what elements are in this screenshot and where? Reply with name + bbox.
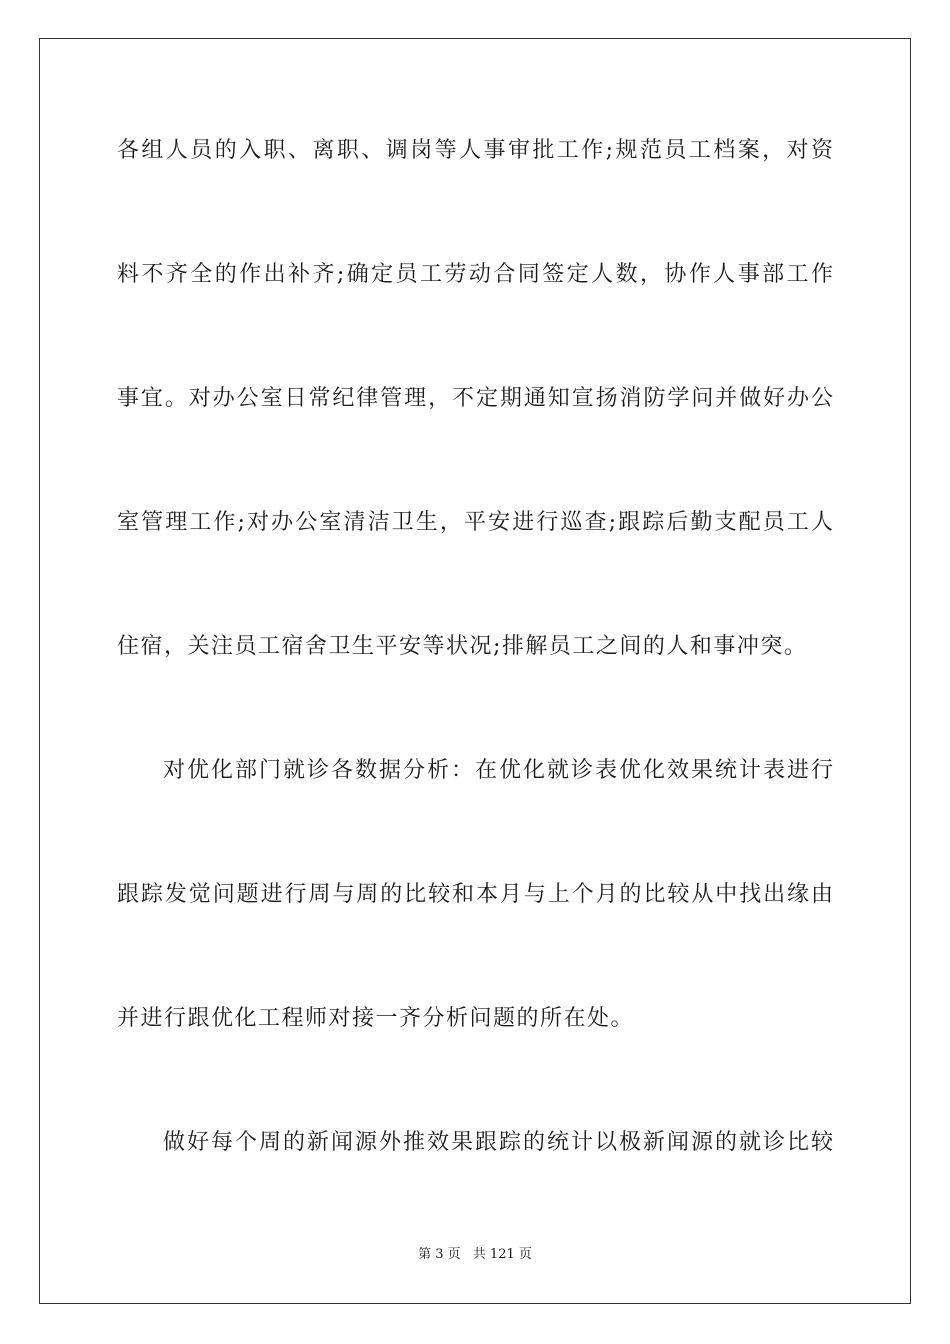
body-line-5: 住宿，关注员工宿舍卫生平安等状况;排解员工之间的人和事冲突。 — [117, 634, 808, 659]
page-footer — [0, 1246, 950, 1264]
body-line-7: 跟踪发觉问题进行周与周的比较和本月与上个月的比较从中找出缘由 — [117, 882, 833, 907]
body-line-4: 室管理工作;对办公室清洁卫生，平安进行巡查;跟踪后勤支配员工人 — [117, 510, 833, 535]
body-line-6: 对优化部门就诊各数据分析：在优化就诊表优化效果统计表进行 — [163, 758, 833, 783]
page-total: 共 121 页 — [472, 1247, 532, 1262]
page-border — [39, 38, 911, 1304]
page-number: 第 3 页 — [418, 1247, 461, 1262]
body-line-9: 做好每个周的新闻源外推效果跟踪的统计以极新闻源的就诊比较 — [163, 1130, 833, 1155]
body-line-2: 料不齐全的作出补齐;确定员工劳动合同签定人数，协作人事部工作 — [117, 262, 833, 287]
body-line-3: 事宜。对办公室日常纪律管理，不定期通知宣扬消防学问并做好办公 — [117, 386, 833, 411]
body-line-1: 各组人员的入职、离职、调岗等人事审批工作;规范员工档案，对资 — [117, 138, 833, 163]
body-line-8: 并进行跟优化工程师对接一齐分析问题的所在处。 — [117, 1006, 635, 1031]
